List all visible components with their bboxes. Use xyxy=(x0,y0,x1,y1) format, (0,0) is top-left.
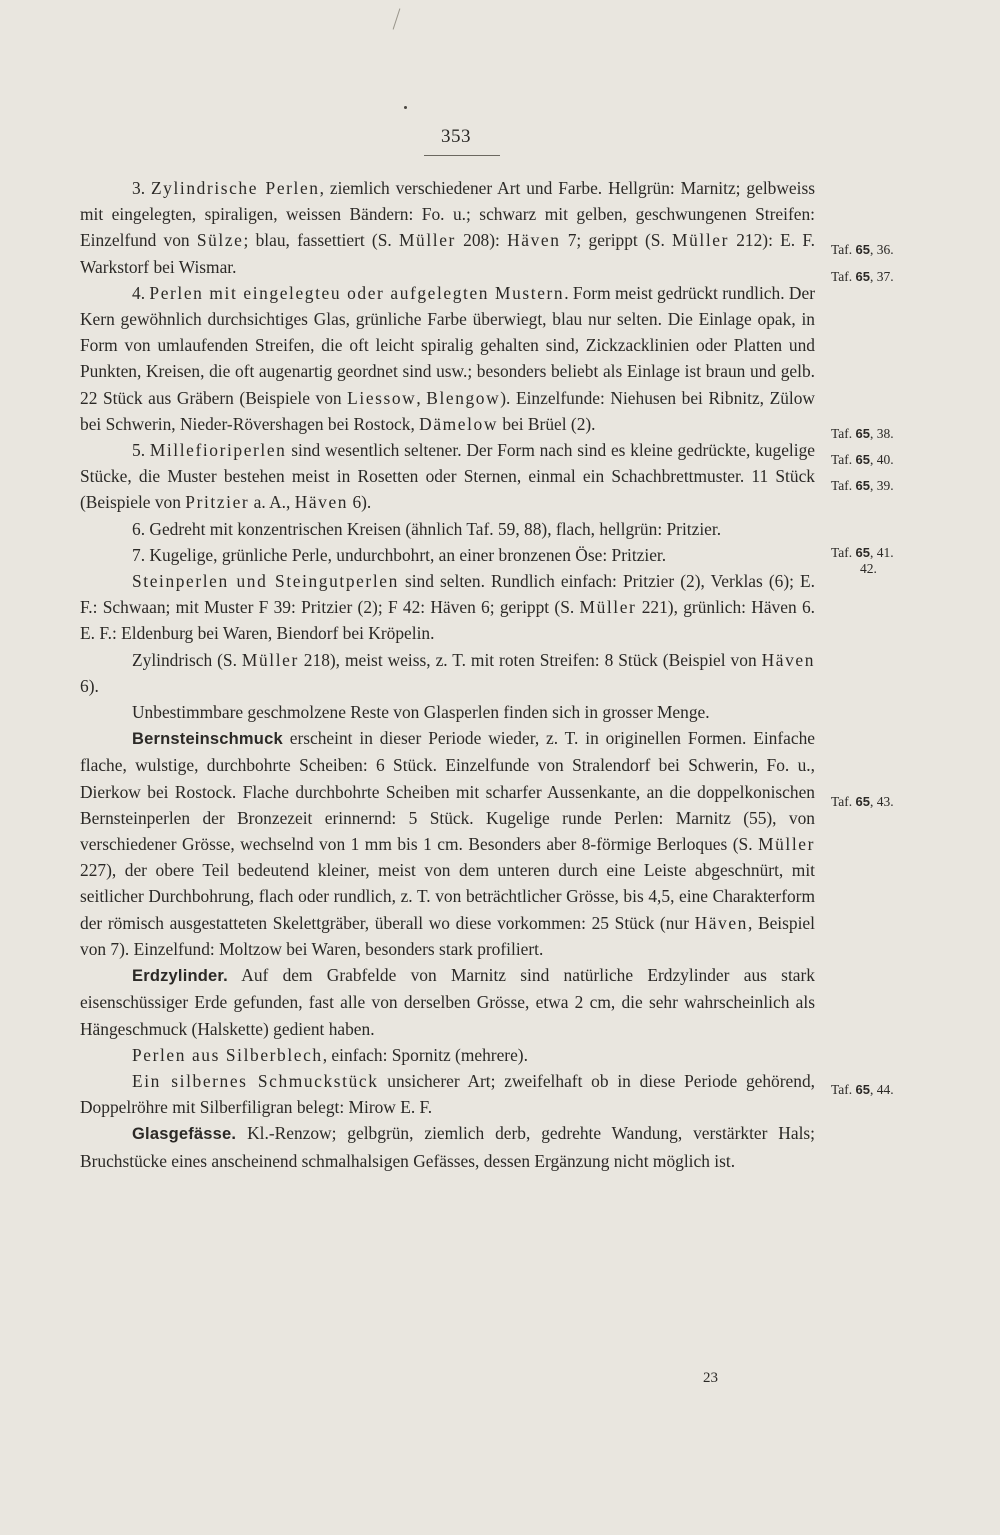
text-run: , ziemlich verschiedener Art und Farbe. Hellgrün: Marnitz; gelbweiss mit eingelegten, spiraligen, weissen Bändern: Fo. u.; schwarz mit gelben, geschwungenen Streifen: Einzelfund von xyxy=(80,178,815,251)
text-run: 221), grünlich: Häven 6. E. F.: Eldenburg bei Waren, Biendorf bei Kröpelin. xyxy=(80,597,815,644)
note-prefix: Taf. xyxy=(831,1082,856,1097)
spaced-name: Pritzier xyxy=(185,492,250,513)
paragraph xyxy=(80,1068,815,1120)
spaced-name: Häven xyxy=(294,492,349,513)
text-run: . Form meist gedrückt rundlich. Der Kern gewöhnlich durchsichtiges Glas, grünliche Farbe überwiegt, blau nur selten. Die Einlage opak, in Form von umlaufenden Streifen, die oft leicht spiralig gehalten sind, Zickzacklinien oder Platten und Punkten, Kreisen, die oft augenartig geordnet sind usw.; besonders beliebt als Einlage ist braun und gelb. 22 Stück aus Gräbern (Beispiele von xyxy=(80,282,815,408)
note-suffix: , 36. xyxy=(870,242,894,257)
text-run: , einfach: Spornitz (mehrere). xyxy=(322,1044,528,1065)
paragraph xyxy=(80,962,815,1042)
spaced-name: Steinperlen und Steingutperlen xyxy=(132,571,399,592)
margin-note xyxy=(831,1082,894,1098)
text-run: a. A., xyxy=(249,492,295,513)
spaced-name: Häven xyxy=(761,649,815,670)
note-suffix: , 38. xyxy=(870,426,894,441)
text-run: 208): xyxy=(455,230,508,251)
text-run: 6). xyxy=(80,675,99,696)
note-suffix: , 37. xyxy=(870,269,894,284)
note-prefix: Taf. xyxy=(831,478,856,493)
text-run: 6). xyxy=(348,492,372,513)
page-number: 353 xyxy=(441,126,471,147)
spaced-name: Millefioriperlen xyxy=(149,440,287,461)
text-run: 212): E. F. Warkstorf bei Wismar. xyxy=(80,230,815,277)
spaced-name: Liessow xyxy=(347,387,417,408)
spaced-name: Müller xyxy=(398,230,456,251)
text-run: Zylindrisch (S. xyxy=(132,649,242,670)
note-prefix: Taf. xyxy=(831,242,856,257)
note-plate: 65 xyxy=(855,426,871,441)
paragraph xyxy=(80,516,815,542)
text-run: 4. xyxy=(132,282,150,303)
paragraph xyxy=(80,725,815,962)
note-suffix: , 44. xyxy=(870,1082,894,1097)
text-run: ). Einzelfunde: Niehusen bei Ribnitz, Zülow bei Schwerin, Nieder-Rövershagen bei Rostock, xyxy=(80,387,815,434)
text-run: 5. xyxy=(132,440,150,461)
scan-speck xyxy=(404,106,407,109)
spaced-name: Müller xyxy=(758,834,815,855)
spaced-name: Häven xyxy=(507,230,561,251)
body-text xyxy=(80,175,815,1174)
spaced-name: Müller xyxy=(672,230,729,251)
note-plate: 65 xyxy=(855,1082,871,1097)
paragraph xyxy=(80,280,815,437)
spaced-name: Ein silbernes Schmuckstück xyxy=(132,1070,379,1091)
note-plate: 65 xyxy=(855,269,871,284)
spaced-name: Müller xyxy=(241,649,299,670)
spaced-name: Häven xyxy=(694,912,748,933)
section-heading: Erdzylinder. xyxy=(132,967,228,986)
margin-note xyxy=(831,426,894,442)
note-suffix: , 43. xyxy=(870,794,894,809)
scan-mark xyxy=(393,8,401,29)
text-run: sind wesentlich seltener. Der Form nach sind es kleine gedrückte, kugelige Stücke, die Muster bestehen meist in Rosetten oder Sternen, einmal ein Schachbrettmuster. 11 Stück (Beispiele von xyxy=(80,440,815,513)
paragraph xyxy=(80,542,815,568)
note-prefix: Taf. xyxy=(831,794,856,809)
text-run: bei Brüel (2). xyxy=(497,413,596,434)
note-plate: 65 xyxy=(855,452,871,467)
note-plate: 65 xyxy=(855,478,871,493)
note-suffix: , 39. xyxy=(870,478,894,493)
note-prefix: Taf. xyxy=(831,452,856,467)
margin-note xyxy=(831,545,894,577)
note-continuation: 42. xyxy=(860,561,877,576)
text-run: , xyxy=(416,387,427,408)
text-run: 218), meist weiss, z. T. mit roten Streifen: 8 Stück (Beispiel von xyxy=(298,649,762,670)
text-run: unsicherer Art; zweifelhaft ob in diese Periode gehörend, Doppelröhre mit Silberfiligran belegt: Mirow E. F. xyxy=(80,1070,815,1118)
text-run: sind selten. Rundlich einfach: Pritzier (2), Verklas (6); E. F.: Schwaan; mit Muster F 39: Pritzier (2); F 42: Häven 6; gerippt (S. xyxy=(80,571,815,618)
paragraph xyxy=(80,568,815,647)
text-run: 7; gerippt (S. xyxy=(560,230,673,251)
spaced-name: Zylindrische Perlen xyxy=(150,178,320,198)
text-run: , Beispiel von 7). Einzelfund: Moltzow bei Waren, besonders stark profiliert. xyxy=(80,912,815,959)
text-run: 3. xyxy=(132,178,151,198)
section-heading: Bernsteinschmuck xyxy=(132,730,283,749)
note-plate: 65 xyxy=(855,242,871,257)
spaced-name: Müller xyxy=(579,597,637,618)
note-prefix: Taf. xyxy=(831,545,856,560)
text-run: Kl.-Renzow; gelbgrün, ziemlich derb, gedrehte Wandung, verstärkter Hals; Bruchstücke eines anscheinend schmalhalsigen Gefässes, dessen Ergänzung nicht möglich ist. xyxy=(80,1123,815,1171)
note-prefix: Taf. xyxy=(831,269,856,284)
paragraph xyxy=(80,1042,815,1068)
spaced-name: Blengow xyxy=(426,387,501,408)
paragraph xyxy=(80,647,815,699)
paragraph xyxy=(80,175,815,280)
section-heading: Glasgefässe. xyxy=(132,1125,237,1144)
text-run: ; blau, fassettiert (S. xyxy=(243,230,399,251)
paragraph xyxy=(80,699,815,725)
note-suffix: , 40. xyxy=(870,452,894,467)
paragraph xyxy=(80,437,815,516)
margin-note xyxy=(831,242,894,258)
spaced-name: Perlen mit eingelegteu oder aufgelegten Mustern xyxy=(149,282,565,303)
note-plate: 65 xyxy=(855,794,871,809)
spaced-name: Dämelow xyxy=(419,413,498,434)
text-run: erscheint in dieser Periode wieder, z. T. in originellen Formen. Einfache flache, wulstige, durchbohrte Scheiben: 6 Stück. Einzelfunde von Stralendorf bei Schwerin, Fo. u., Dierkow bei Rostock. Flache durchbohrte Scheiben mit scharfer Aussenkante, an die doppelkonischen Bernsteinperlen der Bronzezeit erinnernd: 5 Stück. Kugelige runde Perlen: Marnitz (55), von verschiedener Grösse, wechselnd von 1 mm bis 1 cm. Besonders aber 8-förmige Berloques (S. xyxy=(80,728,815,855)
text-run: 7. Kugelige, grünliche Perle, undurchbohrt, an einer bronzenen Öse: Pritzier. xyxy=(132,544,667,565)
note-suffix: , 41. xyxy=(870,545,894,560)
text-run: 227), der obere Teil bedeutend kleiner, meist von dem unteren durch eine Leiste abgeschnürt, mit seitlicher Durchbohrung, flach oder rundlich, z. T. von beträchtlicher Grösse, bis 4,5, eine Charakterform der römisch ausgestatteten Skelettgräber, überall wo diese vorkommen: 25 Stück (nur xyxy=(80,860,815,933)
text-run: Unbestimmbare geschmolzene Reste von Glasperlen finden sich in grosser Menge. xyxy=(132,702,710,723)
margin-note xyxy=(831,478,894,494)
margin-note xyxy=(831,794,894,810)
page-number-rule xyxy=(424,155,500,156)
signature-mark: 23 xyxy=(703,1370,718,1386)
text-run: 6. Gedreht mit konzentrischen Kreisen (ähnlich Taf. 59, 88), flach, hellgrün: Pritzier. xyxy=(132,518,722,539)
note-prefix: Taf. xyxy=(831,426,856,441)
text-run: Auf dem Grabfelde von Marnitz sind natürliche Erdzylinder aus stark eisenschüssiger Erde gefunden, fast alle von derselben Grösse, etwa 2 cm, die sehr wahrscheinlich als Hängeschmuck (Halskette) gedient haben. xyxy=(80,965,815,1039)
paragraph xyxy=(80,1120,815,1173)
margin-note xyxy=(831,269,894,285)
spaced-name: Perlen aus Silberblech xyxy=(132,1044,323,1065)
note-plate: 65 xyxy=(855,545,871,560)
margin-note xyxy=(831,452,894,468)
spaced-name: Sülze xyxy=(196,230,244,251)
